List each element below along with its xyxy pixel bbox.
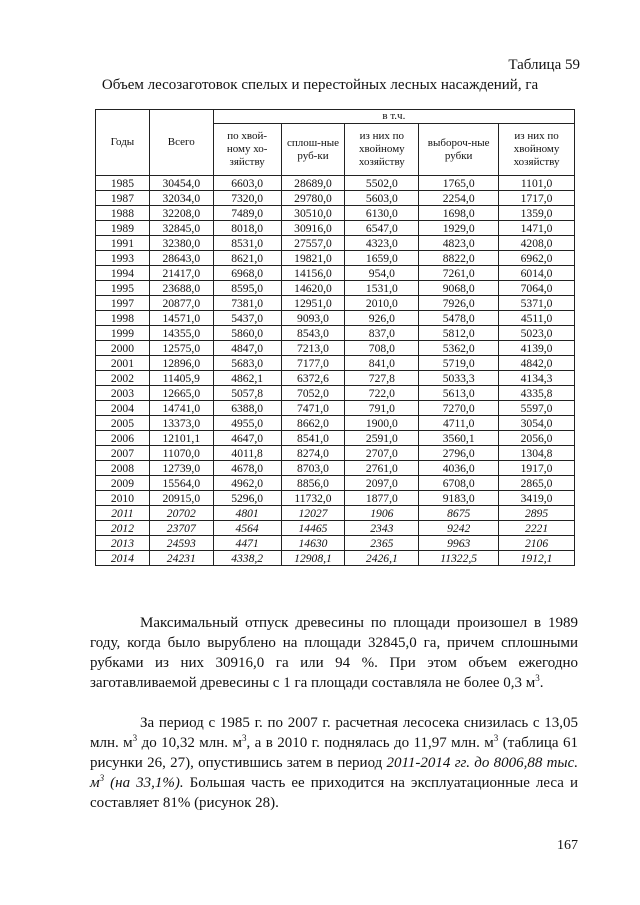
value-cell: 20702: [149, 506, 213, 521]
value-cell: 5371,0: [499, 296, 575, 311]
paragraph-allowable-cut: [90, 713, 578, 813]
harvest-table: [95, 109, 575, 566]
year-cell: 1988: [96, 206, 150, 221]
value-cell: 1917,0: [499, 461, 575, 476]
value-cell: 4335,8: [499, 386, 575, 401]
sub-header: из них по хвойному хозяйству: [345, 124, 419, 176]
value-cell: 32208,0: [149, 206, 213, 221]
year-cell: 2010: [96, 491, 150, 506]
value-cell: 2365: [345, 536, 419, 551]
value-cell: 1471,0: [499, 221, 575, 236]
value-cell: 12908,1: [281, 551, 345, 566]
value-cell: 1929,0: [419, 221, 499, 236]
table-row: [96, 491, 575, 506]
year-cell: 2007: [96, 446, 150, 461]
value-cell: 5597,0: [499, 401, 575, 416]
value-cell: 8595,0: [213, 281, 281, 296]
year-cell: 1993: [96, 251, 150, 266]
table-row: [96, 521, 575, 536]
paragraph2-italic: 2011-2014 гг. до 8006,88 тыс. м: [90, 755, 579, 791]
value-cell: 8822,0: [419, 251, 499, 266]
value-cell: 14465: [281, 521, 345, 536]
value-cell: 5437,0: [213, 311, 281, 326]
header-group: в т.ч.: [213, 110, 574, 124]
value-cell: 14355,0: [149, 326, 213, 341]
table-row: [96, 206, 575, 221]
table-row: [96, 401, 575, 416]
year-cell: 2011: [96, 506, 150, 521]
value-cell: 4823,0: [419, 236, 499, 251]
value-cell: 5603,0: [345, 191, 419, 206]
value-cell: 8856,0: [281, 476, 345, 491]
year-cell: 2013: [96, 536, 150, 551]
value-cell: 7471,0: [281, 401, 345, 416]
value-cell: 791,0: [345, 401, 419, 416]
year-cell: 2012: [96, 521, 150, 536]
value-cell: 4134,3: [499, 371, 575, 386]
value-cell: 926,0: [345, 311, 419, 326]
value-cell: 5613,0: [419, 386, 499, 401]
paragraph-max-harvest: [90, 613, 578, 693]
value-cell: 2343: [345, 521, 419, 536]
value-cell: 8531,0: [213, 236, 281, 251]
value-cell: 1101,0: [499, 176, 575, 191]
value-cell: 1359,0: [499, 206, 575, 221]
table-row: [96, 416, 575, 431]
value-cell: 6962,0: [499, 251, 575, 266]
year-cell: 2009: [96, 476, 150, 491]
sub-header: сплош-ные руб-ки: [281, 124, 345, 176]
value-cell: 7213,0: [281, 341, 345, 356]
value-cell: 9093,0: [281, 311, 345, 326]
value-cell: 1304,8: [499, 446, 575, 461]
value-cell: 2056,0: [499, 431, 575, 446]
year-cell: 2000: [96, 341, 150, 356]
value-cell: 727,8: [345, 371, 419, 386]
table-row: [96, 266, 575, 281]
value-cell: 7270,0: [419, 401, 499, 416]
paragraph1-end: .: [539, 675, 544, 691]
value-cell: 7926,0: [419, 296, 499, 311]
value-cell: 5478,0: [419, 311, 499, 326]
value-cell: 4678,0: [213, 461, 281, 476]
table-row: [96, 311, 575, 326]
value-cell: 2591,0: [345, 431, 419, 446]
value-cell: 12665,0: [149, 386, 213, 401]
table-row: [96, 461, 575, 476]
value-cell: 6130,0: [345, 206, 419, 221]
value-cell: 32845,0: [149, 221, 213, 236]
superscript: 3: [99, 773, 105, 783]
value-cell: 7052,0: [281, 386, 345, 401]
value-cell: 19821,0: [281, 251, 345, 266]
value-cell: 8662,0: [281, 416, 345, 431]
year-cell: 1995: [96, 281, 150, 296]
value-cell: 1900,0: [345, 416, 419, 431]
value-cell: 7320,0: [213, 191, 281, 206]
value-cell: 4847,0: [213, 341, 281, 356]
table-row: [96, 296, 575, 311]
value-cell: 708,0: [345, 341, 419, 356]
value-cell: 5033,3: [419, 371, 499, 386]
sub-header: выбороч-ные рубки: [419, 124, 499, 176]
value-cell: 6372,6: [281, 371, 345, 386]
value-cell: 7177,0: [281, 356, 345, 371]
value-cell: 8543,0: [281, 326, 345, 341]
value-cell: 14741,0: [149, 401, 213, 416]
value-cell: 8675: [419, 506, 499, 521]
value-cell: 30454,0: [149, 176, 213, 191]
value-cell: 3419,0: [499, 491, 575, 506]
value-cell: 4011,8: [213, 446, 281, 461]
table-row: [96, 176, 575, 191]
value-cell: 6603,0: [213, 176, 281, 191]
value-cell: 954,0: [345, 266, 419, 281]
table-row: [96, 551, 575, 566]
value-cell: 2254,0: [419, 191, 499, 206]
value-cell: 4801: [213, 506, 281, 521]
value-cell: 5812,0: [419, 326, 499, 341]
value-cell: 1906: [345, 506, 419, 521]
value-cell: 12101,1: [149, 431, 213, 446]
value-cell: 11405,9: [149, 371, 213, 386]
value-cell: 6708,0: [419, 476, 499, 491]
value-cell: 7261,0: [419, 266, 499, 281]
value-cell: 4323,0: [345, 236, 419, 251]
value-cell: 5023,0: [499, 326, 575, 341]
table-label: Таблица 59: [508, 57, 580, 73]
value-cell: 12027: [281, 506, 345, 521]
table-row: [96, 341, 575, 356]
table-row: [96, 431, 575, 446]
value-cell: 8018,0: [213, 221, 281, 236]
value-cell: 5057,8: [213, 386, 281, 401]
paragraph2-part-b: до 10,32 млн. м: [137, 735, 242, 751]
superscript: 3: [132, 733, 138, 743]
value-cell: 837,0: [345, 326, 419, 341]
value-cell: 8703,0: [281, 461, 345, 476]
value-cell: 8274,0: [281, 446, 345, 461]
value-cell: 4471: [213, 536, 281, 551]
value-cell: 2106: [499, 536, 575, 551]
sub-header: по хвой-ному хо-зяйству: [213, 124, 281, 176]
table-row: [96, 251, 575, 266]
value-cell: 4208,0: [499, 236, 575, 251]
value-cell: 1765,0: [419, 176, 499, 191]
value-cell: 6547,0: [345, 221, 419, 236]
table-row: [96, 386, 575, 401]
value-cell: 1698,0: [419, 206, 499, 221]
value-cell: 2707,0: [345, 446, 419, 461]
sub-header: из них по хвойному хозяйству: [499, 124, 575, 176]
value-cell: 4647,0: [213, 431, 281, 446]
value-cell: 8541,0: [281, 431, 345, 446]
value-cell: 24231: [149, 551, 213, 566]
year-cell: 1999: [96, 326, 150, 341]
value-cell: 1531,0: [345, 281, 419, 296]
value-cell: 15564,0: [149, 476, 213, 491]
value-cell: 11070,0: [149, 446, 213, 461]
table-row: [96, 446, 575, 461]
paragraph2-part-c: , а в 2010 г. поднялась до 11,97 млн. м: [246, 735, 494, 751]
year-cell: 2004: [96, 401, 150, 416]
value-cell: 2761,0: [345, 461, 419, 476]
value-cell: 4139,0: [499, 341, 575, 356]
value-cell: 9183,0: [419, 491, 499, 506]
value-cell: 5296,0: [213, 491, 281, 506]
year-cell: 1991: [96, 236, 150, 251]
header-total: Всего: [149, 110, 213, 176]
superscript: 3: [493, 733, 499, 743]
value-cell: 5683,0: [213, 356, 281, 371]
table-row: [96, 221, 575, 236]
table-row: [96, 371, 575, 386]
value-cell: 23707: [149, 521, 213, 536]
value-cell: 20877,0: [149, 296, 213, 311]
table-title: Объем лесозаготовок спелых и перестойных лесных насаждений, га: [101, 77, 539, 93]
year-cell: 1997: [96, 296, 150, 311]
page-number: 167: [557, 838, 578, 853]
value-cell: 7489,0: [213, 206, 281, 221]
table-row: [96, 326, 575, 341]
paragraph2-italic-2: (на 33,1%).: [104, 775, 184, 791]
table-row: [96, 356, 575, 371]
value-cell: 9963: [419, 536, 499, 551]
value-cell: 14156,0: [281, 266, 345, 281]
value-cell: 32034,0: [149, 191, 213, 206]
value-cell: 21417,0: [149, 266, 213, 281]
value-cell: 2097,0: [345, 476, 419, 491]
table-row: [96, 281, 575, 296]
value-cell: 8621,0: [213, 251, 281, 266]
table-row: [96, 476, 575, 491]
year-cell: 2008: [96, 461, 150, 476]
value-cell: 24593: [149, 536, 213, 551]
value-cell: 14620,0: [281, 281, 345, 296]
value-cell: 5719,0: [419, 356, 499, 371]
value-cell: 4955,0: [213, 416, 281, 431]
value-cell: 28689,0: [281, 176, 345, 191]
value-cell: 4511,0: [499, 311, 575, 326]
value-cell: 6968,0: [213, 266, 281, 281]
value-cell: 9068,0: [419, 281, 499, 296]
value-cell: 28643,0: [149, 251, 213, 266]
value-cell: 5860,0: [213, 326, 281, 341]
value-cell: 3560,1: [419, 431, 499, 446]
value-cell: 1717,0: [499, 191, 575, 206]
value-cell: 14630: [281, 536, 345, 551]
value-cell: 5502,0: [345, 176, 419, 191]
value-cell: 23688,0: [149, 281, 213, 296]
value-cell: 30916,0: [281, 221, 345, 236]
value-cell: 1912,1: [499, 551, 575, 566]
value-cell: 11322,5: [419, 551, 499, 566]
value-cell: 29780,0: [281, 191, 345, 206]
value-cell: 4842,0: [499, 356, 575, 371]
year-cell: 1985: [96, 176, 150, 191]
value-cell: 7064,0: [499, 281, 575, 296]
value-cell: 6014,0: [499, 266, 575, 281]
value-cell: 12896,0: [149, 356, 213, 371]
value-cell: 4564: [213, 521, 281, 536]
value-cell: 11732,0: [281, 491, 345, 506]
value-cell: 6388,0: [213, 401, 281, 416]
value-cell: 32380,0: [149, 236, 213, 251]
value-cell: 2010,0: [345, 296, 419, 311]
value-cell: 20915,0: [149, 491, 213, 506]
value-cell: 2895: [499, 506, 575, 521]
value-cell: 7381,0: [213, 296, 281, 311]
value-cell: 4711,0: [419, 416, 499, 431]
superscript: 3: [535, 673, 540, 683]
table-row: [96, 236, 575, 251]
value-cell: 12575,0: [149, 341, 213, 356]
value-cell: 12739,0: [149, 461, 213, 476]
value-cell: 14571,0: [149, 311, 213, 326]
value-cell: 4862,1: [213, 371, 281, 386]
value-cell: 13373,0: [149, 416, 213, 431]
value-cell: 2221: [499, 521, 575, 536]
value-cell: 30510,0: [281, 206, 345, 221]
header-years: Годы: [96, 110, 150, 176]
year-cell: 1998: [96, 311, 150, 326]
superscript: 3: [241, 733, 247, 743]
year-cell: 1989: [96, 221, 150, 236]
year-cell: 2014: [96, 551, 150, 566]
year-cell: 1994: [96, 266, 150, 281]
value-cell: 1659,0: [345, 251, 419, 266]
value-cell: 4036,0: [419, 461, 499, 476]
year-cell: 2006: [96, 431, 150, 446]
value-cell: 4338,2: [213, 551, 281, 566]
value-cell: 4962,0: [213, 476, 281, 491]
table-row: [96, 191, 575, 206]
value-cell: 841,0: [345, 356, 419, 371]
value-cell: 5362,0: [419, 341, 499, 356]
year-cell: 2002: [96, 371, 150, 386]
value-cell: 2426,1: [345, 551, 419, 566]
year-cell: 2003: [96, 386, 150, 401]
year-cell: 2005: [96, 416, 150, 431]
value-cell: 1877,0: [345, 491, 419, 506]
year-cell: 2001: [96, 356, 150, 371]
paragraph1-text: Максимальный отпуск древесины по площади произошел в 1989 году, когда было вырублено на площади 32845,0 га, причем сплошными рубками из них 30916,0 га или 94 %. При этом объем ежегодно заготавливаемой древесины с 1 га площади составляла не более 0,3 м: [90, 615, 578, 691]
paragraph2-part-a: За период с 1985 г. по 2007 г. расчетная лесосека снизилась с 13,05 млн. м: [90, 715, 578, 751]
value-cell: 2865,0: [499, 476, 575, 491]
value-cell: 3054,0: [499, 416, 575, 431]
value-cell: 27557,0: [281, 236, 345, 251]
value-cell: 9242: [419, 521, 499, 536]
year-cell: 1987: [96, 191, 150, 206]
value-cell: 2796,0: [419, 446, 499, 461]
value-cell: 722,0: [345, 386, 419, 401]
table-row: [96, 536, 575, 551]
paragraph2-part-d: (таблица 61 рисунки 26, 27), опустившись затем в период: [90, 735, 578, 771]
paragraph2-part-e: Большая часть ее приходится на эксплуатационные леса и составляет 81% (рисунок 28).: [90, 775, 578, 811]
value-cell: 12951,0: [281, 296, 345, 311]
table-row: [96, 506, 575, 521]
